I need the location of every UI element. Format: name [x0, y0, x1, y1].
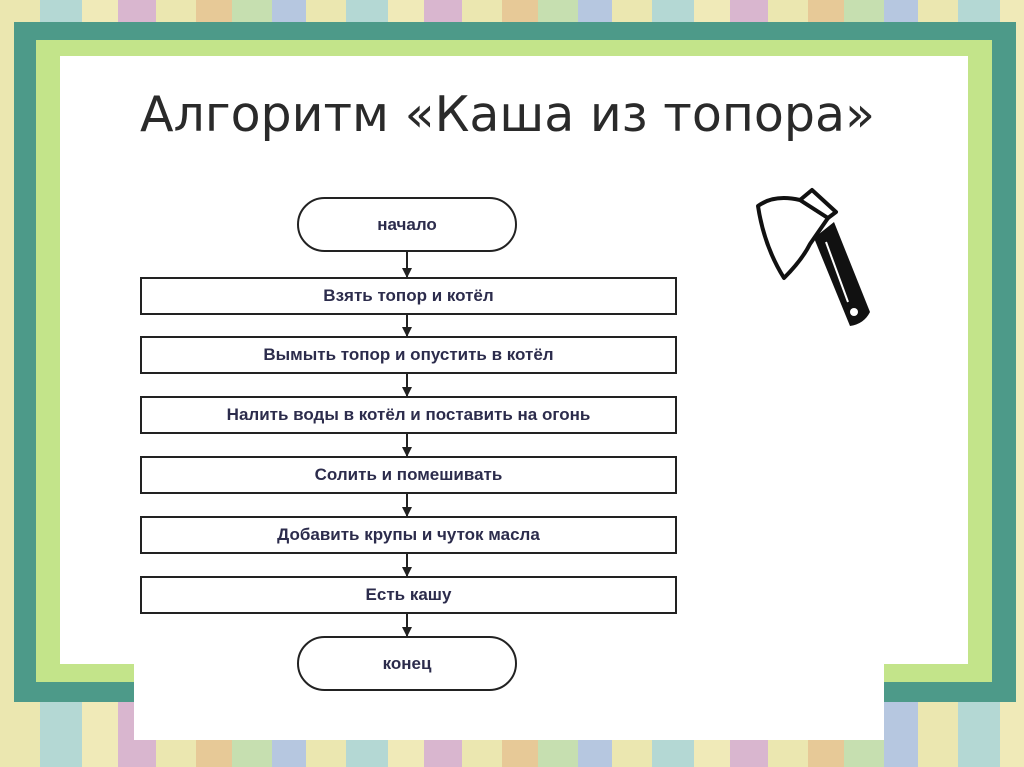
flowchart-end: конец: [297, 636, 517, 691]
axe-icon: [750, 184, 880, 334]
flowchart-step-3: Налить воды в котёл и поставить на огонь: [140, 396, 677, 434]
flowchart-step-4: Солить и помешивать: [140, 456, 677, 494]
flowchart-step-2: Вымыть топор и опустить в котёл: [140, 336, 677, 374]
flowchart-step-1: Взять топор и котёл: [140, 277, 677, 315]
slide-title: Алгоритм «Каша из топора»: [140, 86, 875, 143]
flowchart-step-6: Есть кашу: [140, 576, 677, 614]
flowchart-step-5: Добавить крупы и чуток масла: [140, 516, 677, 554]
flowchart-start: начало: [297, 197, 517, 252]
